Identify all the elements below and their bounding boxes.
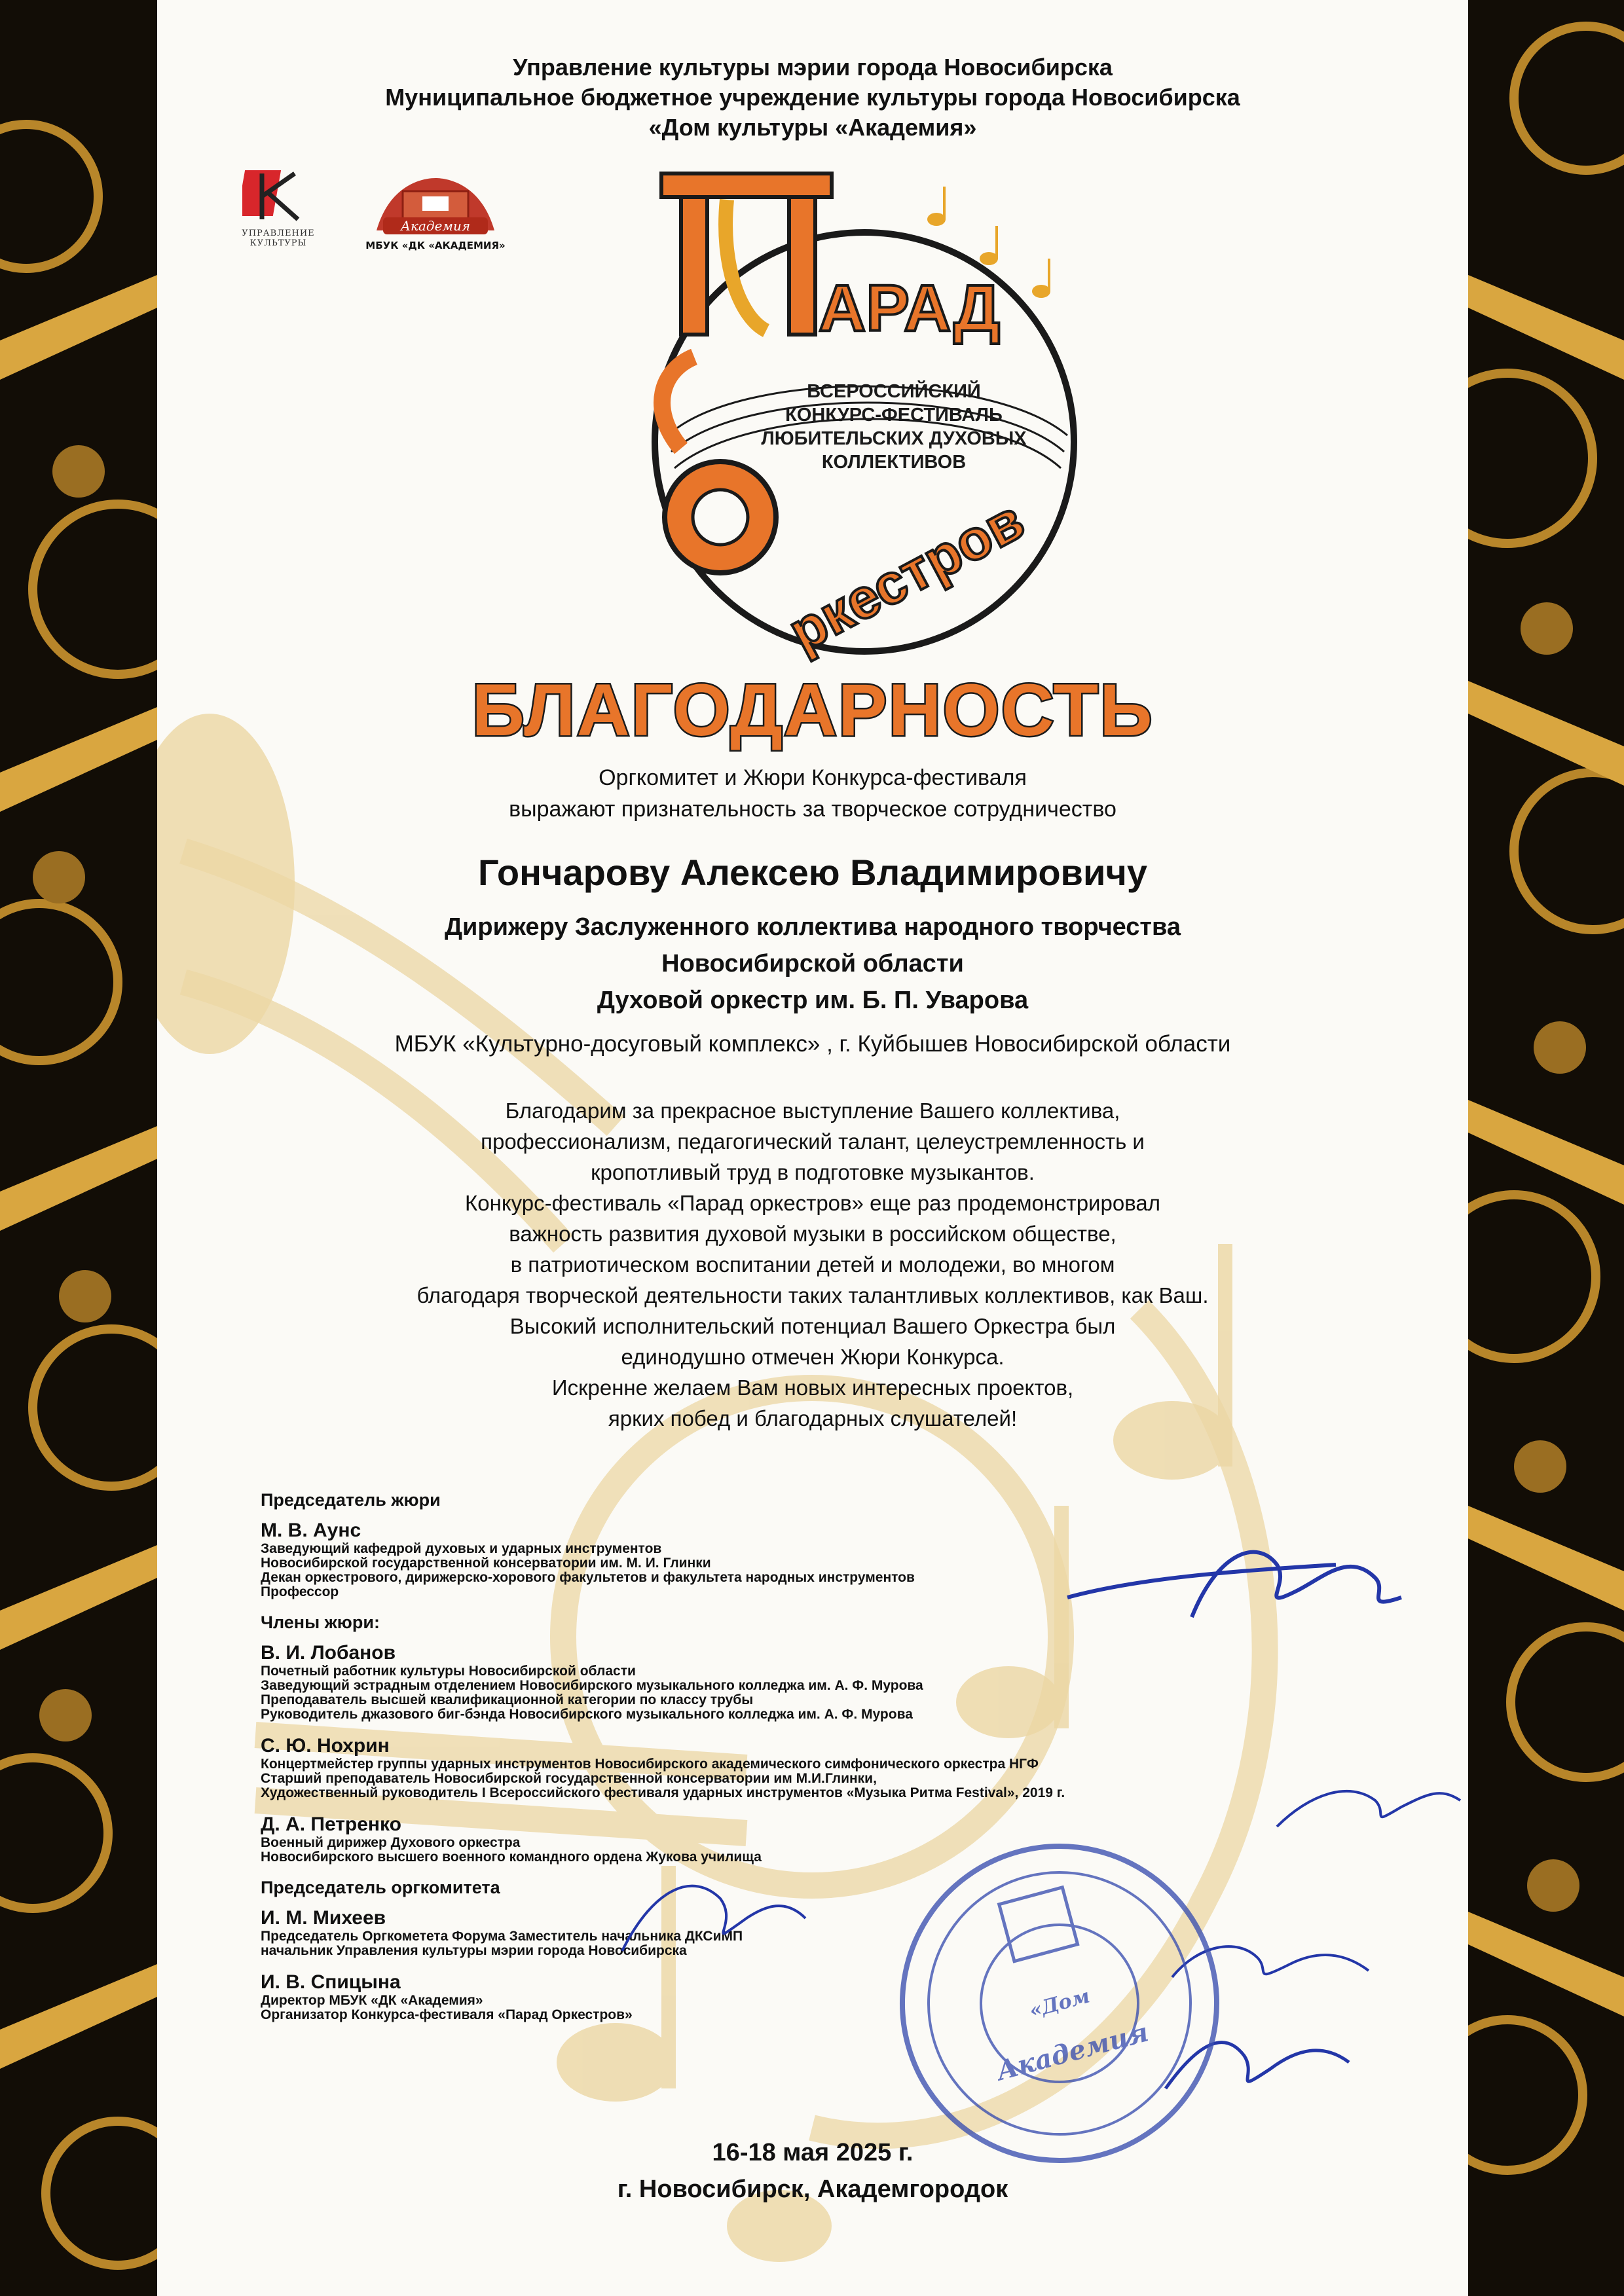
jury-member-title: Старший преподаватель Новосибирской государственной консерватории им М.И.Глинки,: [261, 1771, 877, 1786]
body-line: Конкурс-фестиваль «Парад оркестров» еще раз продемонстрировал: [465, 1191, 1160, 1215]
jury-member-name: В. И. Лобанов: [261, 1642, 396, 1664]
jury-member-title: Новосибирского высшего военного командного ордена Жукова училища: [261, 1850, 762, 1865]
jury-chair-heading: Председатель жюри: [261, 1490, 441, 1510]
jury-member-title: Военный дирижер Духового оркестра: [261, 1835, 521, 1850]
jury-member-title: Декан оркестрового, дирижерско-хорового факультетов и факультета народных инструментов: [261, 1570, 915, 1585]
brass-instruments-pattern-right: [1468, 0, 1624, 2296]
left-border-brass-pattern: [0, 0, 157, 2296]
header-line-3: «Дом культуры «Академия»: [648, 114, 977, 141]
culture-logo-line-1: УПРАВЛЕНИЕ: [242, 228, 315, 238]
akademia-caption: МБУК «ДК «АКАДЕМИЯ»: [365, 240, 506, 251]
jury-member-title: Профессор: [261, 1584, 339, 1599]
body-line: благодаря творческой деятельности таких талантливых коллективов, как Ваш.: [416, 1283, 1209, 1307]
recipient-role-line-1: Дирижеру Заслуженного коллектива народного творчества: [444, 913, 1181, 941]
org-member-title: Председатель Оргкометета Форума Заместитель начальника ДКСиМП: [261, 1929, 743, 1944]
certificate-title: БЛАГОДАРНОСТЬ: [471, 669, 1154, 751]
body-line: единодушно отмечен Жюри Конкурса.: [621, 1345, 1005, 1369]
header-line-1: Управление культуры мэрии города Новосибирска: [513, 54, 1113, 81]
signature-auns: [1061, 1525, 1428, 1643]
jury-member-title: Новосибирской государственной консерватории им. М. И. Глинки: [261, 1556, 711, 1571]
official-seal-stamp: [889, 1820, 1230, 2187]
brass-instruments-pattern-left: [0, 0, 157, 2296]
recipient-role-line-2: Новосибирской области: [661, 950, 964, 977]
certificate-sheet: [157, 0, 1468, 2296]
issuer-header: [157, 52, 1468, 143]
emblem-line-4: КОЛЛЕКТИВОВ: [821, 452, 967, 473]
right-border-brass-pattern: [1468, 0, 1624, 2296]
org-committee-heading: Председатель оргкомитета: [261, 1878, 500, 1897]
event-footer: [157, 2134, 1468, 2208]
akademia-logo: [360, 172, 511, 251]
jury-member-title: Преподаватель высшей квалификационной категории по классу трубы: [261, 1692, 754, 1707]
recipient-role: [157, 909, 1468, 1019]
jury-member-title: Заведующий эстрадным отделением Новосибирского музыкального колледжа им. А. Ф. Мурова: [261, 1678, 923, 1693]
body-line: важность развития духовой музыки в российском обществе,: [509, 1222, 1116, 1246]
emblem-line-2: КОНКУРС-ФЕСТИВАЛЬ: [785, 405, 1003, 426]
jury-member: [261, 1642, 1374, 1722]
signature-petrenko: [616, 1859, 812, 1964]
jury-member-name: Д. А. Петренко: [261, 1813, 401, 1835]
jury-member-title: Концертмейстер группы ударных инструментов Новосибирского академического симфонического оркестра НГФ: [261, 1757, 1039, 1772]
body-line: в патриотическом воспитании детей и молодежи, во многом: [510, 1252, 1115, 1277]
emblem-word-parad: АРАД: [819, 272, 1001, 345]
body-line: профессионализм, педагогический талант, целеустремленность и: [481, 1129, 1145, 1154]
recipient-organization: МБУК «Культурно-досуговый комплекс» , г. Куйбышев Новосибирской области: [394, 1031, 1231, 1057]
body-line: ярких побед и благодарных слушателей!: [608, 1406, 1018, 1430]
org-member-title: Директор МБУК «ДК «Академия»: [261, 1993, 483, 2008]
subtitle-line-2: выражают признательность за творческое сотрудничество: [509, 797, 1116, 822]
body-line: Искренне желаем Вам новых интересных проектов,: [551, 1376, 1074, 1400]
jury-members-heading: Члены жюри:: [261, 1613, 380, 1632]
culture-logo-line-2: КУЛЬТУРЫ: [249, 238, 307, 248]
akademia-badge-text: Академия: [400, 218, 471, 234]
recipient-role-line-3: Духовой оркестр им. Б. П. Уварова: [597, 987, 1029, 1014]
org-member-title: начальник Управления культуры мэрии города Новосибирска: [261, 1943, 687, 1958]
stamp-center-text: Академия: [993, 2016, 1152, 2087]
stamp-top-text: «Дом: [1027, 1984, 1093, 2023]
org-member-title: Организатор Конкурса-фестиваля «Парад Оркестров»: [261, 2007, 633, 2022]
body-line: кропотливый труд в подготовке музыкантов.: [591, 1160, 1035, 1184]
jury-member-title: Художественный руководитель I Всероссийского фестиваля ударных инструментов «Музыка Ритма Festival», 2019 г.: [261, 1785, 1065, 1800]
emblem-line-1: ВСЕРОССИЙСКИЙ: [807, 381, 981, 402]
certificate-subtitle: [157, 762, 1468, 825]
jury-member: [261, 1735, 1374, 1800]
recipient-name: Гончарову Алексею Владимировичу: [477, 852, 1148, 893]
body-line: Благодарим за прекрасное выступление Вашего коллектива,: [505, 1099, 1120, 1123]
culture-department-logo: [236, 167, 321, 248]
parade-of-orchestras-emblem: [530, 160, 1172, 665]
emblem-line-3: ЛЮБИТЕЛЬСКИХ ДУХОВЫХ: [761, 428, 1027, 449]
body-line: Высокий исполнительский потенциал Вашего Оркестра был: [509, 1314, 1116, 1338]
org-member-name: И. В. Спицына: [261, 1971, 401, 1993]
jury-member-title: Руководитель джазового биг-бэнда Новосибирского музыкального колледжа им. А. Ф. Мурова: [261, 1707, 913, 1722]
akademia-building-icon: [363, 172, 507, 237]
jury-member-title: Заведующий кафедрой духовых и ударных инструментов: [261, 1541, 662, 1556]
org-member-name: И. М. Михеев: [261, 1907, 386, 1929]
gratitude-text: [157, 1095, 1468, 1434]
subtitle-line-1: Оргкомитет и Жюри Конкурса-фестиваля: [599, 765, 1027, 790]
jury-member-name: С. Ю. Нохрин: [261, 1735, 390, 1757]
k-letter-logo-icon: [242, 167, 314, 226]
jury-member-title: Почетный работник культуры Новосибирской области: [261, 1664, 636, 1679]
event-place: г. Новосибирск, Академгородок: [617, 2176, 1008, 2203]
jury-member-name: М. В. Аунс: [261, 1520, 361, 1541]
signature-nokhrin: [1270, 1768, 1467, 1846]
header-line-2: Муниципальное бюджетное учреждение культуры города Новосибирска: [385, 84, 1240, 111]
event-date: 16-18 мая 2025 г.: [712, 2139, 913, 2166]
emblem-word-orkestrov: ркестров: [779, 488, 1034, 664]
